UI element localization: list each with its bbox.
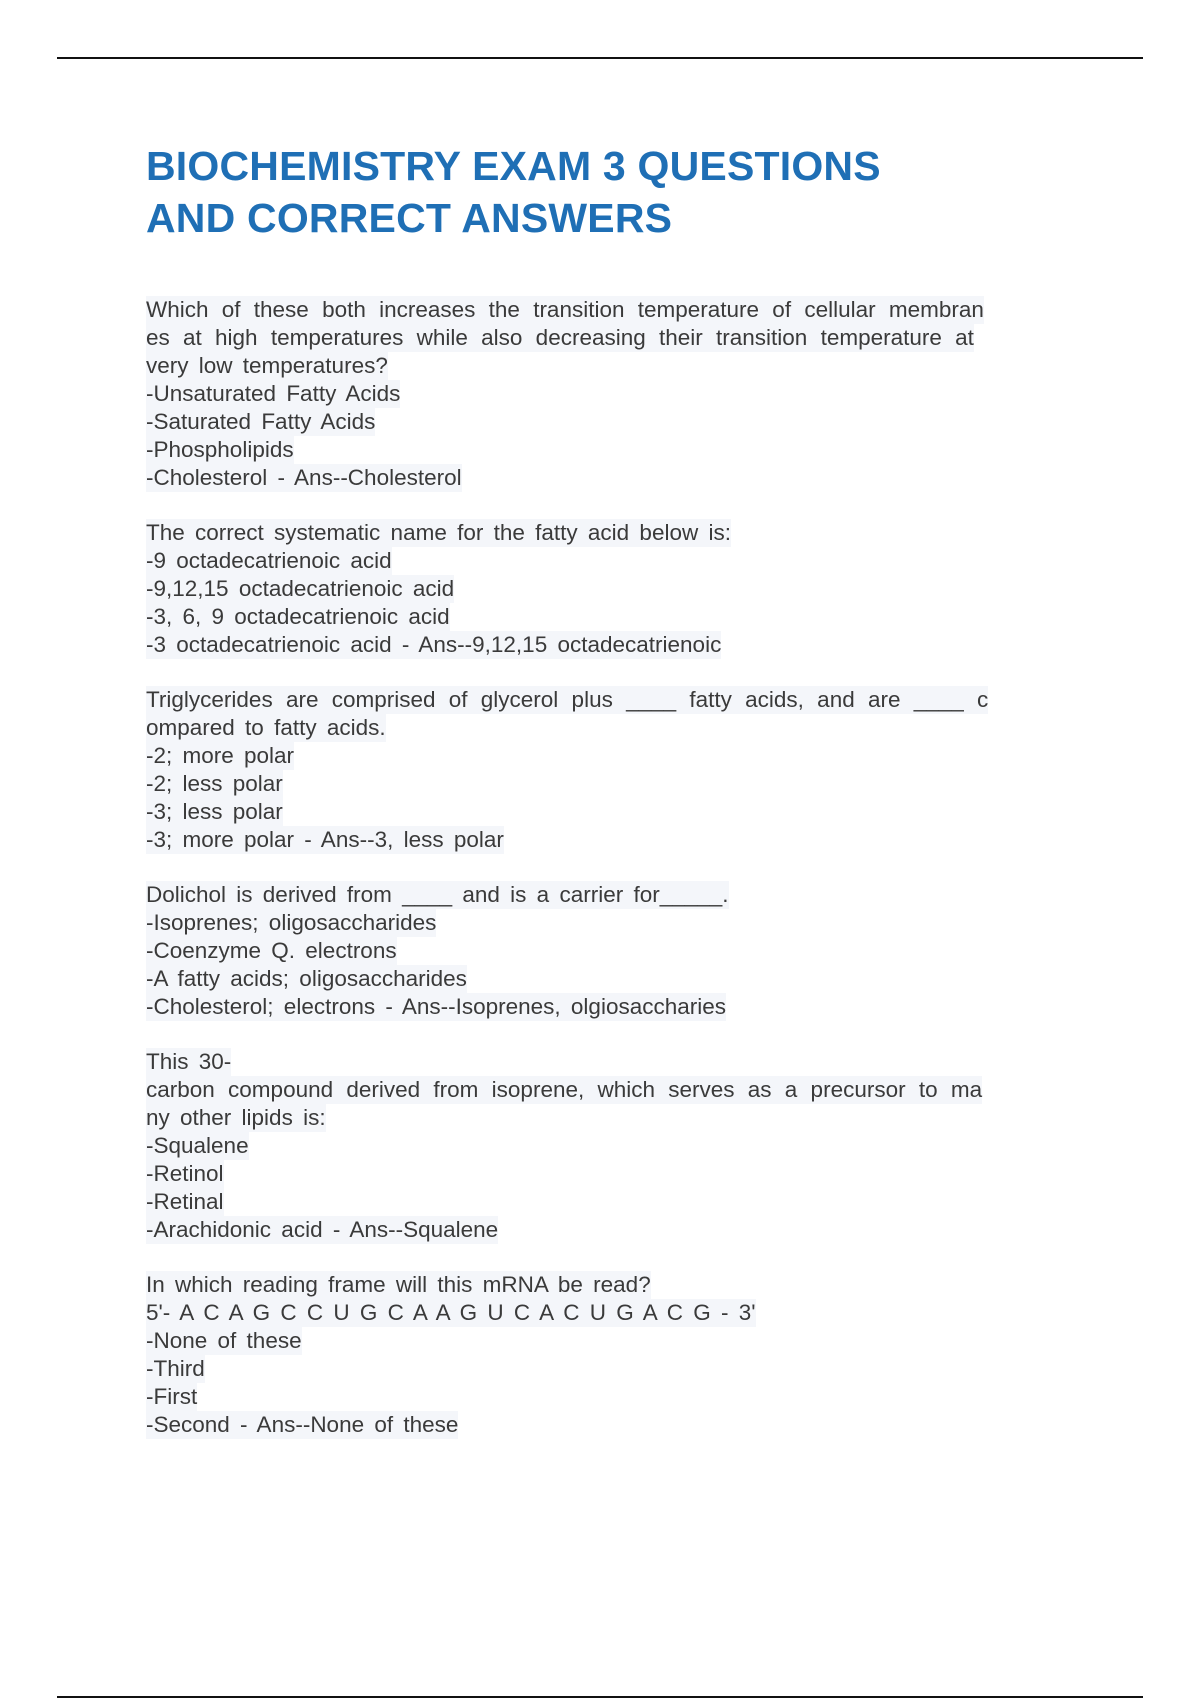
question-block (146, 296, 1086, 492)
question-list (146, 296, 1086, 1439)
question-text: ompared to fatty acids. (146, 715, 386, 740)
answer-option: -First (146, 1384, 198, 1409)
question-text: Which of these both increases the transition temperature of cellular membran (146, 297, 984, 322)
question-text: This 30- (146, 1049, 232, 1074)
answer-option: -Coenzyme Q. electrons (146, 938, 397, 963)
question-text: The correct systematic name for the fatty acid below is: (146, 520, 731, 545)
answer-option: -3; less polar (146, 799, 283, 824)
question-text: In which reading frame will this mRNA be read? (146, 1272, 651, 1297)
answer-option: -A fatty acids; oligosaccharides (146, 966, 467, 991)
answer-option: -2; less polar (146, 771, 283, 796)
answer-option-with-key: -Cholesterol - Ans--Cholesterol (146, 465, 462, 490)
document-body (146, 140, 1086, 1466)
answer-option: -9,12,15 octadecatrienoic acid (146, 576, 455, 601)
answer-option: -None of these (146, 1328, 302, 1353)
answer-option: -Squalene (146, 1133, 249, 1158)
answer-option: -Retinal (146, 1189, 224, 1214)
answer-option: -Isoprenes; oligosaccharides (146, 910, 437, 935)
answer-option: -Unsaturated Fatty Acids (146, 381, 401, 406)
top-rule (57, 57, 1143, 59)
answer-option-with-key: -Second - Ans--None of these (146, 1412, 459, 1437)
answer-option: -Third (146, 1356, 205, 1381)
title-line: AND CORRECT ANSWERS (146, 195, 673, 241)
answer-option-with-key: -3 octadecatrienoic acid - Ans--9,12,15 octadecatrienoic (146, 632, 722, 657)
answer-option: -9 octadecatrienoic acid (146, 548, 392, 573)
question-text: very low temperatures? (146, 353, 388, 378)
question-text: Dolichol is derived from ____ and is a carrier for_____. (146, 882, 729, 907)
question-block (146, 1048, 1086, 1244)
question-text: carbon compound derived from isoprene, which serves as a precursor to ma (146, 1077, 983, 1102)
answer-option-with-key: -Arachidonic acid - Ans--Squalene (146, 1217, 499, 1242)
answer-option: -Saturated Fatty Acids (146, 409, 376, 434)
question-text: ny other lipids is: (146, 1105, 326, 1130)
question-text: Triglycerides are comprised of glycerol plus ____ fatty acids, and are ____ c (146, 687, 989, 712)
bottom-rule (57, 1696, 1143, 1698)
question-block (146, 519, 1086, 659)
question-text: es at high temperatures while also decreasing their transition temperature at (146, 325, 974, 350)
mrna-sequence: 5'- A C A G C C U G C A A G U C A C U G A C G - 3' (146, 1300, 756, 1325)
title-line: BIOCHEMISTRY EXAM 3 QUESTIONS (146, 143, 881, 189)
answer-option-with-key: -3; more polar - Ans--3, less polar (146, 827, 504, 852)
question-block (146, 686, 1086, 854)
question-block (146, 1271, 1086, 1439)
answer-option-with-key: -Cholesterol; electrons - Ans--Isoprenes, olgiosaccharies (146, 994, 727, 1019)
answer-option: -Retinol (146, 1161, 224, 1186)
answer-option: -3, 6, 9 octadecatrienoic acid (146, 604, 450, 629)
answer-option: -Phospholipids (146, 437, 294, 462)
question-block (146, 881, 1086, 1021)
document-title (146, 140, 1086, 244)
answer-option: -2; more polar (146, 743, 295, 768)
